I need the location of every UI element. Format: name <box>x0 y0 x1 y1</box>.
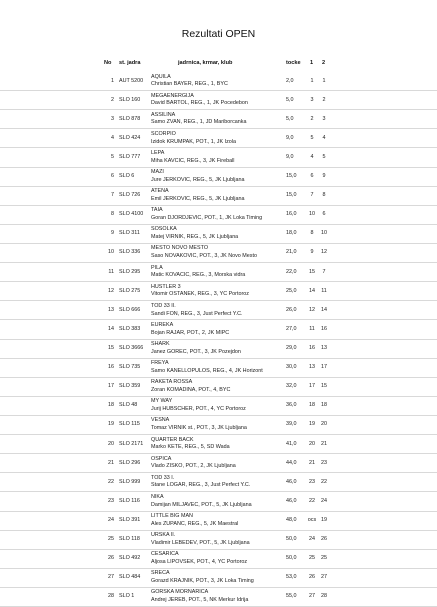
row-sail-number: SLO 336 <box>119 249 141 256</box>
row-points: 29,0 <box>286 345 297 352</box>
table-row <box>0 340 437 359</box>
row-boat-name: TOD 33 II. <box>151 302 176 309</box>
table-row <box>0 435 437 454</box>
row-race-2: 18 <box>321 402 327 409</box>
row-sail-number: SLO 3666 <box>119 345 144 352</box>
row-points: 53,0 <box>286 574 297 581</box>
row-rank: 5 <box>111 153 114 160</box>
row-points: 2,0 <box>286 77 294 84</box>
row-rank: 26 <box>108 555 114 562</box>
row-rank: 22 <box>108 478 114 485</box>
row-points: 9,0 <box>286 134 294 141</box>
row-race-1: 13 <box>309 364 315 371</box>
row-skipper-club: Izidok KRUMPAK, POT., 1, JK Izola <box>151 138 236 145</box>
row-skipper-club: Samo KANELLOPULOS, REG., 4, JK Horizont <box>151 367 263 374</box>
row-race-1: 12 <box>309 306 315 313</box>
table-row <box>0 473 437 492</box>
row-skipper-club: Sandi FON, REG., 3, Just Perfect Y.C. <box>151 310 243 317</box>
table-row <box>0 550 437 569</box>
row-skipper-club: Damijan MILJAVEC, POT., 5, JK Ljubljana <box>151 501 252 508</box>
row-skipper-club: Marko KETE, REG., 5, SD Wada <box>151 444 230 451</box>
row-sail-number: SLO 48 <box>119 402 138 409</box>
row-rank: 17 <box>108 383 114 390</box>
row-skipper-club: Tomaz VIRNIK st., POT., 3, JK Ljubljana <box>151 425 247 432</box>
row-race-2: 14 <box>321 306 327 313</box>
row-boat-name: PILA <box>151 264 163 271</box>
table-row <box>0 225 437 244</box>
row-points: 25,0 <box>286 287 297 294</box>
table-row <box>0 206 437 225</box>
row-race-1: 14 <box>309 287 315 294</box>
row-points: 41,0 <box>286 440 297 447</box>
row-rank: 7 <box>111 192 114 199</box>
row-skipper-club: Miha KAVCIC, REG., 3, JK Fireball <box>151 157 235 164</box>
row-rank: 9 <box>111 230 114 237</box>
table-row <box>0 72 437 91</box>
table-row <box>0 148 437 167</box>
row-race-1: 26 <box>309 574 315 581</box>
row-skipper-club: Emil JERKOVIC, REG., 5, JK Ljubljana <box>151 195 245 202</box>
row-race-2: 22 <box>321 478 327 485</box>
row-skipper-club: Janez GOREC, POT., 3, JK Pozejdon <box>151 348 241 355</box>
table-row <box>0 378 437 397</box>
table-header <box>0 60 437 70</box>
row-boat-name: OSPICA <box>151 455 172 462</box>
row-race-1: 18 <box>309 402 315 409</box>
table-row <box>0 359 437 378</box>
row-race-2: 10 <box>321 230 327 237</box>
row-skipper-club: Matic KOVACIC, REG., 3, Morska vidra <box>151 272 246 279</box>
row-skipper-club: Zoran KOMADINA, POT., 4, BYC <box>151 386 231 393</box>
row-race-2: 7 <box>322 268 326 275</box>
row-race-1: 6 <box>310 173 314 180</box>
row-boat-name: GORSKA MORNARICA <box>151 589 209 596</box>
row-points: 15,0 <box>286 192 297 199</box>
header-points: tocke <box>286 60 301 66</box>
row-sail-number: SLO 878 <box>119 115 141 122</box>
row-rank: 15 <box>108 345 114 352</box>
row-sail-number: AUT 5200 <box>119 77 144 84</box>
row-boat-name: CESARICA <box>151 551 179 558</box>
row-sail-number: SLO 492 <box>119 555 141 562</box>
row-rank: 14 <box>108 325 114 332</box>
row-race-2: 6 <box>322 211 326 218</box>
row-race-2: 16 <box>321 325 327 332</box>
row-race-1: 3 <box>310 96 314 103</box>
row-boat-name: ATENA <box>151 188 169 195</box>
row-boat-name: SHARK <box>151 341 170 348</box>
row-rank: 8 <box>111 211 114 218</box>
row-boat-name: FREYA <box>151 360 169 367</box>
row-boat-name: TAIA <box>151 207 163 214</box>
row-race-1: 17 <box>309 383 315 390</box>
row-race-1: 2 <box>310 115 314 122</box>
row-sail-number: SLO 777 <box>119 153 141 160</box>
row-race-1: ocs <box>307 517 317 524</box>
row-rank: 23 <box>108 497 114 504</box>
row-race-2: 9 <box>322 173 326 180</box>
row-points: 50,0 <box>286 555 297 562</box>
row-sail-number: SLO 160 <box>119 96 141 103</box>
row-sail-number: SLO 391 <box>119 517 141 524</box>
row-race-1: 8 <box>310 230 314 237</box>
row-rank: 16 <box>108 364 114 371</box>
row-points: 30,0 <box>286 364 297 371</box>
row-race-2: 8 <box>322 192 326 199</box>
row-points: 55,0 <box>286 593 297 600</box>
row-skipper-club: Stane LOGAR, REG., 3, Just Perfect Y.C. <box>151 482 251 489</box>
row-sail-number: SLO 383 <box>119 325 141 332</box>
row-race-2: 27 <box>321 574 327 581</box>
row-points: 32,0 <box>286 383 297 390</box>
row-skipper-club: Jure JERKOVIC, REG., 5, JK Ljubljana <box>151 176 245 183</box>
row-boat-name: AQUILA <box>151 73 171 80</box>
row-race-1: 11 <box>309 325 315 332</box>
row-skipper-club: David BARTOL, REG., 1, JK Pocedebon <box>151 100 248 107</box>
row-boat-name: QUARTER BACK <box>151 436 194 443</box>
row-race-1: 7 <box>310 192 314 199</box>
row-points: 48,0 <box>286 517 297 524</box>
row-race-2: 1 <box>322 77 326 84</box>
row-skipper-club: Ales ZUPANC, REG., 5, JK Maestral <box>151 520 239 527</box>
row-skipper-club: Vlado ZISKO, POT., 2, JK Ljubljana <box>151 463 236 470</box>
row-skipper-club: Samo ZVAN, REG., 1, JD Mariborcanka <box>151 119 247 126</box>
row-race-2: 2 <box>322 96 326 103</box>
row-skipper-club: Vladimir LEBEDEV, POT., 5, JK Ljubljana <box>151 539 250 546</box>
table-row <box>0 512 437 531</box>
row-boat-name: LITTLE BIG MAN <box>151 513 193 520</box>
row-race-2: 25 <box>321 555 327 562</box>
row-boat-name: ASSILINA <box>151 111 176 118</box>
table-row <box>0 187 437 206</box>
row-points: 9,0 <box>286 153 294 160</box>
row-race-1: 16 <box>309 345 315 352</box>
table-row <box>0 531 437 550</box>
table-row <box>0 492 437 511</box>
row-boat-name: RAKETA ROSSA <box>151 379 193 386</box>
row-sail-number: SLO 275 <box>119 287 141 294</box>
row-race-1: 10 <box>309 211 315 218</box>
row-race-1: 15 <box>309 268 315 275</box>
row-rank: 28 <box>108 593 114 600</box>
header-race-1: 1 <box>310 60 314 66</box>
header-sail-number: st. jadra <box>119 60 141 66</box>
row-skipper-club: Saso NOVAKOVIC, POT., 3, JK Novo Mesto <box>151 253 257 260</box>
table-row <box>0 110 437 129</box>
row-race-2: 20 <box>321 421 327 428</box>
row-race-2: 28 <box>321 593 327 600</box>
row-rank: 1 <box>111 77 114 84</box>
row-points: 5,0 <box>286 96 294 103</box>
header-boat-skipper-club: jadrnica, krmar, klub <box>178 60 233 66</box>
row-rank: 24 <box>108 517 114 524</box>
row-skipper-club: Goran DJORDJEVIC, POT., 1, JK Loka Timing <box>151 214 263 221</box>
row-points: 27,0 <box>286 325 297 332</box>
table-row <box>0 263 437 282</box>
row-race-2: 5 <box>322 153 326 160</box>
row-sail-number: SLO 296 <box>119 459 141 466</box>
row-sail-number: SLO 726 <box>119 192 141 199</box>
header-race-2: 2 <box>322 60 326 66</box>
row-race-1: 19 <box>309 421 315 428</box>
row-rank: 12 <box>108 287 114 294</box>
row-boat-name: EUREKA <box>151 321 174 328</box>
table-row <box>0 320 437 339</box>
row-race-2: 17 <box>321 364 327 371</box>
row-race-2: 13 <box>321 345 327 352</box>
row-boat-name: SOSOLKA <box>151 226 177 233</box>
row-rank: 27 <box>108 574 114 581</box>
row-boat-name: TOD 33 I. <box>151 474 175 481</box>
row-race-2: 19 <box>321 517 327 524</box>
row-points: 15,0 <box>286 173 297 180</box>
table-row <box>0 244 437 263</box>
row-race-1: 21 <box>309 459 315 466</box>
row-sail-number: SLO 311 <box>119 230 140 237</box>
row-sail-number: SLO 2171 <box>119 440 144 447</box>
row-rank: 20 <box>108 440 114 447</box>
row-rank: 6 <box>111 173 114 180</box>
table-row <box>0 91 437 110</box>
table-row <box>0 168 437 187</box>
row-points: 18,0 <box>286 230 297 237</box>
row-race-1: 5 <box>310 134 314 141</box>
table-row <box>0 282 437 301</box>
header-no: No <box>104 60 112 66</box>
row-race-2: 26 <box>321 536 327 543</box>
row-boat-name: MEGAENERGIJA <box>151 92 194 99</box>
row-sail-number: SLO 4100 <box>119 211 144 218</box>
results-table <box>0 72 437 607</box>
row-sail-number: SLO 359 <box>119 383 141 390</box>
row-race-2: 3 <box>322 115 326 122</box>
row-points: 50,0 <box>286 536 297 543</box>
row-race-1: 20 <box>309 440 315 447</box>
row-sail-number: SLO 6 <box>119 173 135 180</box>
row-sail-number: SLO 116 <box>119 497 140 504</box>
row-race-2: 23 <box>321 459 327 466</box>
row-boat-name: VESNA <box>151 417 170 424</box>
row-points: 46,0 <box>286 478 297 485</box>
row-rank: 10 <box>108 249 114 256</box>
row-race-2: 4 <box>322 134 326 141</box>
table-row <box>0 397 437 416</box>
row-sail-number: SLO 999 <box>119 478 141 485</box>
row-skipper-club: Matej VIRNIK, REG., 5, JK Ljubljana <box>151 234 239 241</box>
row-rank: 3 <box>111 115 114 122</box>
page-title: Rezultati OPEN <box>181 28 256 40</box>
row-boat-name: MAZI <box>151 169 164 176</box>
table-row <box>0 588 437 607</box>
row-boat-name: SRECA <box>151 570 170 577</box>
row-skipper-club: Andrej JEREB, POT., 5, NK Merkur Idrija <box>151 597 249 604</box>
row-race-1: 24 <box>309 536 315 543</box>
row-race-1: 25 <box>309 555 315 562</box>
row-boat-name: MY WAY <box>151 398 173 405</box>
row-rank: 25 <box>108 536 114 543</box>
row-skipper-club: Aljosa LIPOVSEK, POT., 4, YC Portoroz <box>151 558 248 565</box>
row-rank: 2 <box>111 96 114 103</box>
row-skipper-club: Vitomir OSTANEK, REG., 3, YC Portoroz <box>151 291 249 298</box>
row-sail-number: SLO 484 <box>119 574 141 581</box>
table-row <box>0 569 437 588</box>
row-boat-name: URSKA II. <box>151 532 176 539</box>
row-race-1: 9 <box>310 249 314 256</box>
row-race-1: 4 <box>310 153 314 160</box>
row-race-2: 21 <box>321 440 327 447</box>
row-points: 22,0 <box>286 268 297 275</box>
row-race-2: 24 <box>321 497 327 504</box>
row-rank: 18 <box>108 402 114 409</box>
row-points: 21,0 <box>286 249 297 256</box>
row-boat-name: SCORPIO <box>151 130 176 137</box>
row-race-1: 23 <box>309 478 315 485</box>
row-race-1: 22 <box>309 497 315 504</box>
row-race-2: 12 <box>321 249 327 256</box>
row-rank: 19 <box>108 421 114 428</box>
row-sail-number: SLO 735 <box>119 364 141 371</box>
row-rank: 21 <box>108 459 114 466</box>
row-sail-number: SLO 115 <box>119 421 140 428</box>
row-race-1: 27 <box>309 593 315 600</box>
row-points: 26,0 <box>286 306 297 313</box>
row-sail-number: SLO 424 <box>119 134 141 141</box>
table-row <box>0 301 437 320</box>
row-skipper-club: Bojan RAJAR, POT., 2, JK MIPC <box>151 329 230 336</box>
row-points: 5,0 <box>286 115 294 122</box>
row-boat-name: LEPA <box>151 149 165 156</box>
row-boat-name: MESTO NOVO MESTO <box>151 245 209 252</box>
row-points: 36,0 <box>286 402 297 409</box>
row-points: 46,0 <box>286 497 297 504</box>
row-rank: 4 <box>111 134 114 141</box>
row-rank: 13 <box>108 306 114 313</box>
row-skipper-club: Gorazd KRAJNIK, POT., 3, JK Loka Timing <box>151 578 254 585</box>
row-sail-number: SLO 118 <box>119 536 140 543</box>
row-sail-number: SLO 295 <box>119 268 141 275</box>
row-race-1: 1 <box>310 77 314 84</box>
table-row <box>0 416 437 435</box>
row-points: 44,0 <box>286 459 297 466</box>
row-skipper-club: Jurij HUBSCHER, POT., 4, YC Portoroz <box>151 406 246 413</box>
row-rank: 11 <box>108 268 114 275</box>
row-points: 16,0 <box>286 211 297 218</box>
row-race-2: 11 <box>321 287 327 294</box>
row-race-2: 15 <box>321 383 327 390</box>
row-points: 39,0 <box>286 421 297 428</box>
row-skipper-club: Christian BAYER, REG., 1, BYC <box>151 81 228 88</box>
row-boat-name: NIKA <box>151 493 164 500</box>
row-sail-number: SLO 666 <box>119 306 141 313</box>
row-boat-name: HUSTLER 3 <box>151 283 181 290</box>
table-row <box>0 454 437 473</box>
table-row <box>0 129 437 148</box>
row-sail-number: SLO 1 <box>119 593 135 600</box>
